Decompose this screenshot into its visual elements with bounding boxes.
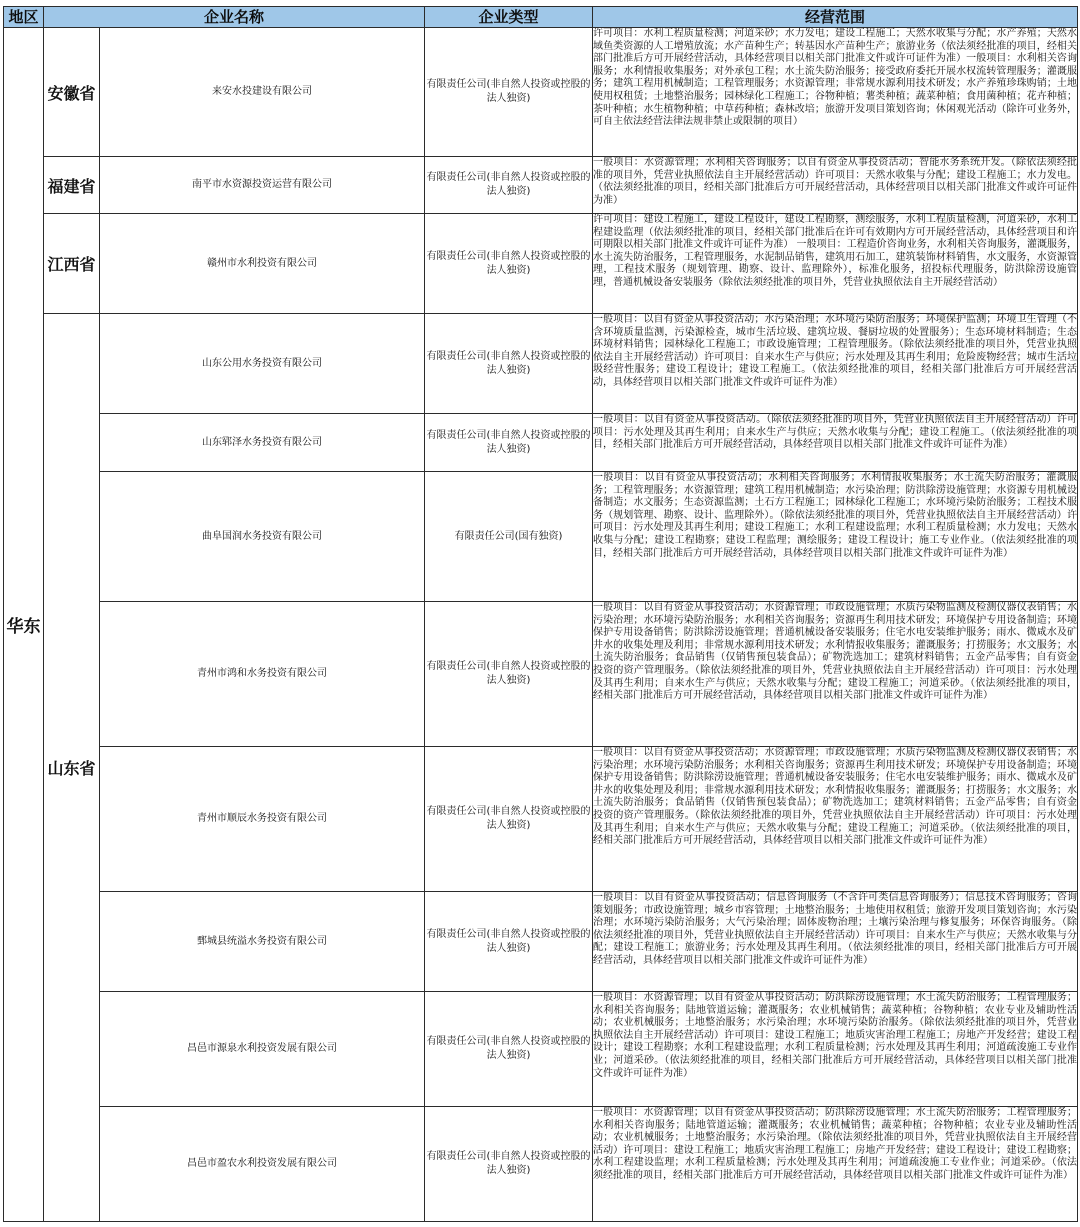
company-name: 鄄城县统溢水务投资有限公司 xyxy=(100,892,425,992)
table-row xyxy=(4,992,1078,1107)
company-type: 有限责任公司(非自然人投资或控股的法人独资) xyxy=(425,992,593,1107)
company-name: 山东郓泽水务投资有限公司 xyxy=(100,414,425,472)
company-type: 有限责任公司(非自然人投资或控股的法人独资) xyxy=(425,747,593,892)
company-name: 青州市鸿和水务投资有限公司 xyxy=(100,602,425,747)
business-scope: 一般项目：水资源管理；以自有资金从事投资活动；防洪除涝设施管理；水土流失防治服务；工程管理服务；水利相关咨询服务；陆地管道运输；灌溉服务；农业机械销售；蔬菜种植；谷物种植；农业专业及辅助性活动；农业机械服务；土地整治服务；水污染治理；水环境污染防治服务。（除依法须经批准的项目外，凭营业执照依法自主开展经营活动）许可项目：建设工程施工；地质灾害治理工程施工；房地产开发经营；建设工程设计；建设工程勘察；水利工程建设监理；水利工程质量检测；污水处理及其再生利用；河道疏浚施工专业作业；河道采砂。（依法须经批准的项目，经相关部门批准后方可开展经营活动，具体经营项目以相关部门批准文件或许可证件为准） xyxy=(593,992,1078,1107)
table-row xyxy=(4,414,1078,472)
business-scope: 许可项目：水利工程质量检测；河道采砂；水力发电；建设工程施工；天然水收集与分配；水产养殖；天然水域鱼类资源的人工增殖放流；水产苗种生产；转基因水产苗种生产；旅游业务（依法须经批准的项目，经相关部门批准后方可开展经营活动，具体经营项目以相关部门批准文件或许可证件为准）一般项目：水利相关咨询服务；水利情报收集服务；对外承包工程；水土流失防治服务；接受政府委托开展水权流转管理服务；灌溉服务；建筑工程用机械制造；工程管理服务；水资源管理；非常规水源利用技术研发；水产养殖珍珠购销；土地使用权租赁；土地整治服务；园林绿化工程施工；谷物种植；薯类种植；蔬菜种植；食用菌种植；花卉种植；茶叶种植；水生植物种植；中草药种植；森林改培；旅游开发项目策划咨询；休闲观光活动（除许可业务外，可自主依法经营法律法规非禁止或限制的项目） xyxy=(593,28,1078,157)
enterprise-table xyxy=(3,6,1078,1222)
table-row xyxy=(4,157,1078,214)
table-row xyxy=(4,28,1078,157)
table-row xyxy=(4,472,1078,602)
company-name: 赣州市水利投资有限公司 xyxy=(100,214,425,314)
company-type: 有限责任公司(非自然人投资或控股的法人独资) xyxy=(425,28,593,157)
business-scope: 许可项目：建设工程施工，建设工程设计，建设工程勘察，测绘服务，水利工程质量检测，河道采砂，水利工程建设监理（依法须经批准的项目，经相关部门批准后在许可有效期内方可开展经营活动，具体经营项目和许可期限以相关部门批准文件或许可证件为准） 一般项目：工程造价咨询业务，水利相关咨询服务，灌溉服务，水土流失防治服务，工程管理服务，水泥制品销售，建筑用石加工，建筑装饰材料销售，水文服务，水资源管理，工程技术服务（规划管理、勘察、设计、监理除外），标准化服务，招投标代理服务，防洪除涝设施管理，普通机械设备安装服务（除依法须经批准的项目外，凭营业执照依法自主开展经营活动） xyxy=(593,214,1078,314)
province-cell: 安徽省 xyxy=(44,28,100,157)
business-scope: 一般项目：以自有资金从事投资活动；水资源管理；市政设施管理；水质污染物监测及检测仪器仪表销售；水污染治理；水环境污染防治服务；水利相关咨询服务；资源再生利用技术研发；环境保护专用设备制造；环境保护专用设备销售；防洪除涝设施管理；普通机械设备安装服务；住宅水电安装维护服务；雨水、微咸水及矿井水的收集处理及利用；非常规水源利用技术研发；水利情报收集服务；灌溉服务；打捞服务；水文服务；水土流失防治服务；食品销售（仅销售预包装食品）；矿物洗选加工；建筑材料销售；五金产品零售；自有资金投资的资产管理服务。（除依法须经批准的项目外，凭营业执照依法自主开展经营活动）许可项目：污水处理及其再生利用；自来水生产与供应；天然水收集与分配；建设工程施工；河道采砂。（依法须经批准的项目，经相关部门批准后方可开展经营活动，具体经营项目以相关部门批准文件或许可证件为准） xyxy=(593,602,1078,747)
company-type: 有限责任公司(非自然人投资或控股的法人独资) xyxy=(425,157,593,214)
table-row xyxy=(4,747,1078,892)
header-company: 企业名称 xyxy=(44,7,425,28)
table-row xyxy=(4,892,1078,992)
company-name: 来安水投建设有限公司 xyxy=(100,28,425,157)
business-scope: 一般项目：水资源管理；水利相关咨询服务；以自有资金从事投资活动；智能水务系统开发。（除依法须经批准的项目外，凭营业执照依法自主开展经营活动）许可项目：天然水收集与分配；建设工程施工；水力发电。（依法须经批准的项目，经相关部门批准后方可开展经营活动，具体经营项目以相关部门批准文件或许可证件为准） xyxy=(593,157,1078,214)
business-scope: 一般项目：以自有资金从事投资活动；水资源管理；市政设施管理；水质污染物监测及检测仪器仪表销售；水污染治理；水环境污染防治服务；水利相关咨询服务；资源再生利用技术研发；环境保护专用设备制造；环境保护专用设备销售；防洪除涝设施管理；普通机械设备安装服务；住宅水电安装维护服务；雨水、微咸水及矿井水的收集处理及利用；非常规水源利用技术研发；水利情报收集服务；灌溉服务；打捞服务；水文服务；水土流失防治服务；食品销售（仅销售预包装食品）；矿物洗选加工；建筑材料销售；五金产品零售；自有资金投资的资产管理服务。（除依法须经批准的项目外，凭营业执照依法自主开展经营活动）许可项目：污水处理及其再生利用；自来水生产与供应；天然水收集与分配；建设工程施工；河道采砂。（依法须经批准的项目，经相关部门批准后方可开展经营活动，具体经营项目以相关部门批准文件或许可证件为准） xyxy=(593,747,1078,892)
business-scope: 一般项目：水资源管理；以自有资金从事投资活动；防洪除涝设施管理；水土流失防治服务；工程管理服务；水利相关咨询服务；陆地管道运输；灌溉服务；农业机械销售；蔬菜种植；谷物种植；农业专业及辅助性活动；农业机械服务；土地整治服务；水污染治理。（除依法须经批准的项目外，凭营业执照依法自主开展经营活动）许可项目：建设工程施工；地质灾害治理工程施工；房地产开发经营；建设工程设计；建设工程勘察；水利工程建设监理；水利工程质量检测；污水处理及其再生利用；河道疏浚施工专业作业；河道采砂。（依法须经批准的项目，经相关部门批准后方可开展经营活动，具体经营项目以相关部门批准文件或许可证件为准） xyxy=(593,1107,1078,1222)
region-cell: 华东 xyxy=(4,28,44,1222)
company-name: 曲阜国润水务投资有限公司 xyxy=(100,472,425,602)
company-type: 有限责任公司(非自然人投资或控股的法人独资) xyxy=(425,214,593,314)
company-name: 青州市顺辰水务投资有限公司 xyxy=(100,747,425,892)
header-scope: 经营范围 xyxy=(593,7,1078,28)
table-row xyxy=(4,1107,1078,1222)
province-cell: 福建省 xyxy=(44,157,100,214)
header-region: 地区 xyxy=(4,7,44,28)
province-cell: 江西省 xyxy=(44,214,100,314)
business-scope: 一般项目：以自有资金从事投资活动；水污染治理；水环境污染防治服务；环境保护监测；环境卫生管理（不含环境质量监测，污染源检查，城市生活垃圾、建筑垃圾、餐厨垃圾的处置服务）；生态环境材料制造；生态环境材料销售；园林绿化工程施工；市政设施管理；工程管理服务。（除依法须经批准的项目外，凭营业执照依法自主开展经营活动）许可项目：自来水生产与供应；污水处理及其再生利用；危险废物经营；城市生活垃圾经营性服务；建设工程设计；建设工程施工。（依法须经批准的项目，经相关部门批准后方可开展经营活动，具体经营项目以相关部门批准文件或许可证件为准） xyxy=(593,314,1078,414)
company-type: 有限责任公司(非自然人投资或控股的法人独资) xyxy=(425,602,593,747)
table-row xyxy=(4,314,1078,414)
company-type: 有限责任公司(非自然人投资或控股的法人独资) xyxy=(425,314,593,414)
header-row xyxy=(4,7,1078,28)
company-name: 昌邑市盈农水利投资发展有限公司 xyxy=(100,1107,425,1222)
business-scope: 一般项目：以自有资金从事投资活动；水利相关咨询服务；水利情报收集服务；水土流失防治服务；灌溉服务；工程管理服务；水资源管理；建筑工程用机械制造；水污染治理；防洪除涝设施管理；水资源专用机械设备制造；水文服务；生态资源监测；土石方工程施工；园林绿化工程施工；水环境污染防治服务；工程技术服务（规划管理、勘察、设计、监理除外）。（除依法须经批准的项目外，凭营业执照依法自主开展经营活动）许可项目：污水处理及其再生利用；建设工程施工；水利工程建设监理；水利工程质量检测；水力发电；天然水收集与分配；建设工程勘察；建设工程监理；测绘服务；建设工程设计；施工专业作业。（依法须经批准的项目，经相关部门批准后方可开展经营活动，具体经营项目以相关部门批准文件或许可证件为准） xyxy=(593,472,1078,602)
company-name: 南平市水资源投资运营有限公司 xyxy=(100,157,425,214)
province-cell: 山东省 xyxy=(44,314,100,1222)
business-scope: 一般项目：以自有资金从事投资活动。（除依法须经批准的项目外，凭营业执照依法自主开展经营活动）许可项目：污水处理及其再生利用；自来水生产与供应；天然水收集与分配；建设工程施工。（依法须经批准的项目，经相关部门批准后方可开展经营活动，具体经营项目以相关部门批准文件或许可证件为准） xyxy=(593,414,1078,472)
table-row xyxy=(4,602,1078,747)
company-type: 有限责任公司(国有独资) xyxy=(425,472,593,602)
business-scope: 一般项目：以自有资金从事投资活动；信息咨询服务（不含许可类信息咨询服务）；信息技术咨询服务；咨询策划服务；市政设施管理；城乡市容管理；土地整治服务；土地使用权租赁；旅游开发项目策划咨询；水污染治理；水环境污染防治服务；大气污染治理；固体废物治理；土壤污染治理与修复服务；环保咨询服务。（除依法须经批准的项目外，凭营业执照依法自主开展经营活动）许可项目：自来水生产与供应；天然水收集与分配；建设工程施工；旅游业务；污水处理及其再生利用。（依法须经批准的项目，经相关部门批准后方可开展经营活动，具体经营项目以相关部门批准文件或许可证件为准） xyxy=(593,892,1078,992)
company-type: 有限责任公司(非自然人投资或控股的法人独资) xyxy=(425,1107,593,1222)
company-type: 有限责任公司(非自然人投资或控股的法人独资) xyxy=(425,892,593,992)
company-name: 山东公用水务投资有限公司 xyxy=(100,314,425,414)
company-name: 昌邑市源泉水利投资发展有限公司 xyxy=(100,992,425,1107)
header-type: 企业类型 xyxy=(425,7,593,28)
table-row xyxy=(4,214,1078,314)
company-type: 有限责任公司(非自然人投资或控股的法人独资) xyxy=(425,414,593,472)
